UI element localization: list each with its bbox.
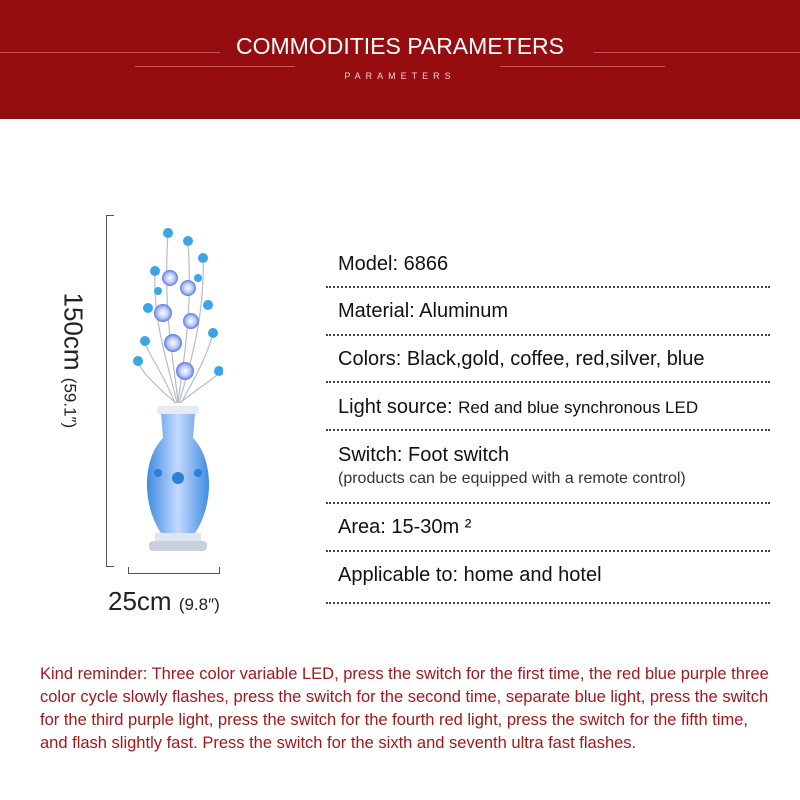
- divider: [326, 381, 770, 383]
- param-label: Area:: [338, 516, 386, 538]
- width-dimension-line: [128, 573, 220, 574]
- banner-rule-right-2: [500, 66, 665, 67]
- banner-rule-left-2: [135, 66, 295, 67]
- param-switch: [338, 444, 686, 488]
- param-label: Applicable to:: [338, 564, 459, 586]
- header-banner: [0, 0, 800, 119]
- banner-subtitle: PARAMETERS: [344, 71, 456, 81]
- height-dimension-line: [106, 215, 107, 567]
- divider: [326, 502, 770, 504]
- width-tick-left: [128, 567, 129, 574]
- param-value: Foot switch: [408, 444, 510, 466]
- width-dimension: [108, 586, 220, 617]
- height-tick-top: [106, 215, 114, 216]
- param-value: home and hotel: [463, 564, 602, 586]
- param-light-source: [338, 396, 698, 419]
- param-label: Material:: [338, 300, 415, 322]
- param-colors: [338, 348, 705, 371]
- param-label: Light source:: [338, 396, 453, 418]
- param-label: Model:: [338, 253, 399, 275]
- param-note: (products can be equipped with a remote control): [338, 470, 686, 487]
- param-material: [338, 300, 508, 323]
- param-value: 15-30m ²: [391, 516, 472, 538]
- param-model: [338, 253, 448, 276]
- divider: [326, 286, 770, 288]
- divider: [326, 429, 770, 431]
- param-label: Colors:: [338, 348, 402, 370]
- param-value: Aluminum: [419, 300, 509, 322]
- param-label: Switch:: [338, 444, 403, 466]
- height-dimension: [58, 292, 88, 477]
- height-inch-label: (59.1″): [60, 377, 80, 429]
- width-inch-label: (9.8″): [178, 595, 220, 614]
- product-image: [133, 213, 223, 569]
- height-label: 150cm: [58, 292, 89, 371]
- divider: [326, 602, 770, 604]
- param-value: 6866: [403, 253, 449, 275]
- param-area: [338, 516, 471, 539]
- divider: [326, 334, 770, 336]
- banner-title: COMMODITIES PARAMETERS: [236, 33, 564, 59]
- kind-reminder: Kind reminder: Three color variable LED, press the switch for the first time, the red blue purple three color cycle slowly flashes, press the switch for the second time, separate blue light, press the switch for the third purple light, press the switch for the fourth red light, press the switch for the fifth time, and flash slightly fast. Press the switch for the sixth and seventh ultra fast flashes.: [40, 665, 769, 752]
- height-tick-bottom: [106, 566, 114, 567]
- param-value: Red and blue synchronous LED: [458, 398, 699, 417]
- divider: [326, 550, 770, 552]
- param-applicable: [338, 564, 602, 587]
- param-value: Black,gold, coffee, red,silver, blue: [406, 348, 705, 370]
- width-label: 25cm: [108, 586, 172, 616]
